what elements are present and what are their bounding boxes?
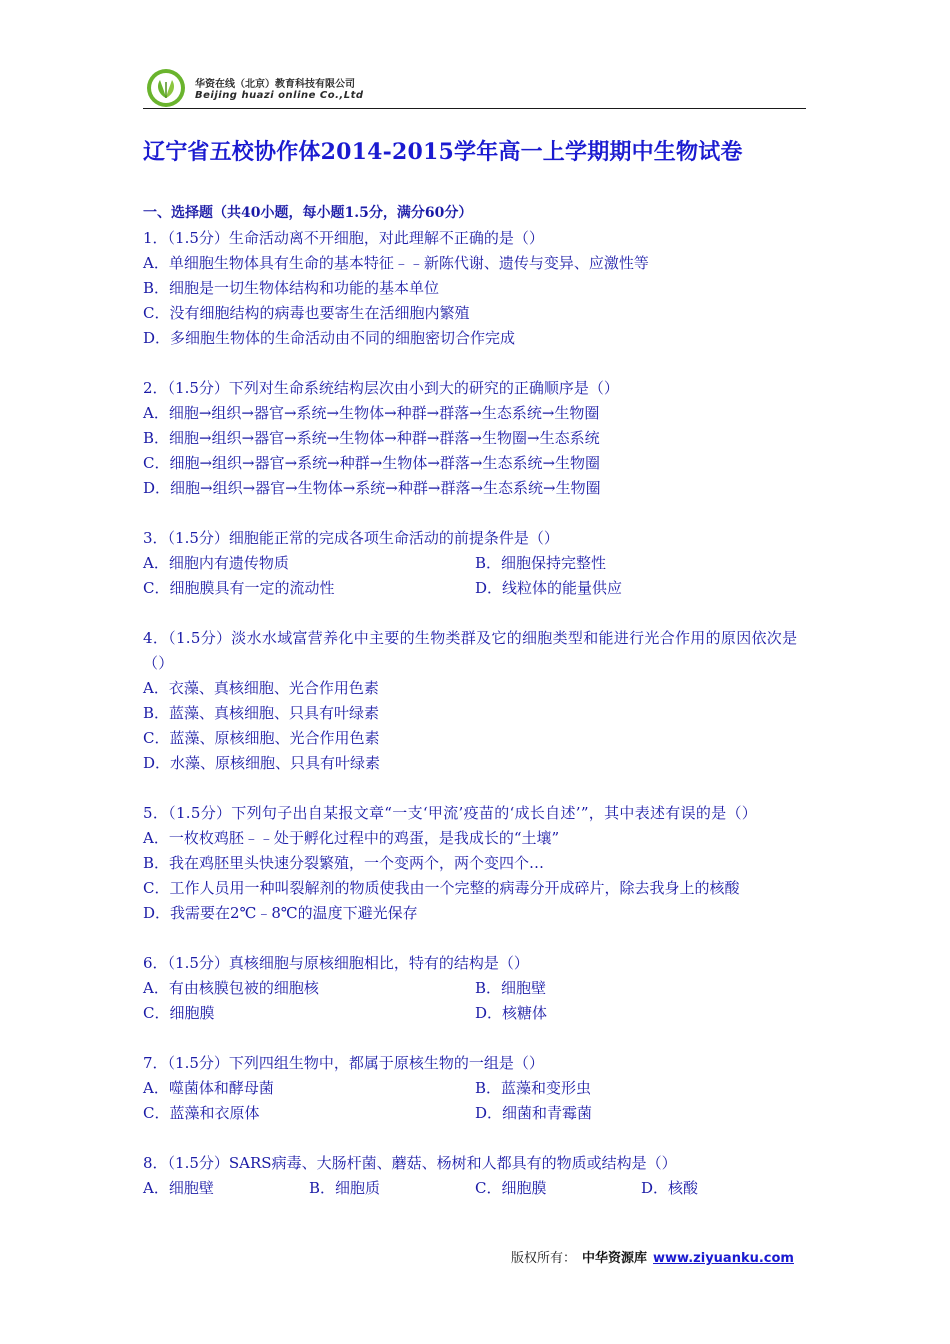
question-8 <box>143 1151 811 1201</box>
option-b: B．细胞壁 <box>475 979 547 997</box>
option-d: D．细胞→组织→器官→生物体→系统→种群→群落→生态系统→生物圈 <box>143 479 601 497</box>
option-b: B．细胞质 <box>309 1179 381 1197</box>
section-heading: 一、选择题（共40小题，每小题1.5分，满分60分） <box>143 205 473 221</box>
option-b: B．细胞保持完整性 <box>475 554 607 572</box>
option-b: B．我在鸡胚里头快速分裂繁殖，一个变两个，两个变四个… <box>143 854 545 872</box>
question-stem: 1．（1.5分）生命活动离不开细胞，对此理解不正确的是（） <box>143 229 544 247</box>
option-c: C．蓝藻、原核细胞、光合作用色素 <box>143 729 380 747</box>
exam-title: 辽宁省五校协作体2014-2015学年高一上学期期中生物试卷 <box>143 139 743 165</box>
option-row <box>143 1176 811 1201</box>
option-d: D．细菌和青霉菌 <box>475 1104 593 1122</box>
option-d: D．线粒体的能量供应 <box>475 579 623 597</box>
page-footer <box>511 1247 794 1266</box>
question-2 <box>143 376 811 501</box>
question-6 <box>143 951 811 1026</box>
option-a: A．细胞→组织→器官→系统→生物体→种群→群落→生态系统→生物圈 <box>143 404 600 422</box>
option-c: C．没有细胞结构的病毒也要寄生在活细胞内繁殖 <box>143 304 470 322</box>
option-row <box>143 976 811 1001</box>
option-d: D．我需要在2℃﹣8℃的温度下避光保存 <box>143 904 418 922</box>
option-c: C．工作人员用一种叫裂解剂的物质使我由一个完整的病毒分开成碎片，除去我身上的核酸 <box>143 879 740 897</box>
option-a: A．细胞壁 <box>143 1179 214 1197</box>
question-7 <box>143 1051 811 1126</box>
question-stem: 8．（1.5分）SARS病毒、大肠杆菌、蘑菇、杨树和人都具有的物质或结构是（） <box>143 1154 677 1172</box>
question-stem: 5．（1.5分）下列句子出自某报文章“一支‘甲流’疫苗的‘成长自述’”，其中表述有误的是（） <box>143 804 758 822</box>
question-1 <box>143 226 811 351</box>
option-b: B．蓝藻和变形虫 <box>475 1079 592 1097</box>
option-row <box>143 576 811 601</box>
option-d: D．核酸 <box>641 1179 699 1197</box>
option-a: A．单细胞生物体具有生命的基本特征﹣﹣新陈代谢、遗传与变异、应激性等 <box>143 254 649 272</box>
option-c: C．细胞膜 <box>475 1179 547 1197</box>
option-b: B．细胞是一切生物体结构和功能的基本单位 <box>143 279 440 297</box>
question-5 <box>143 801 811 926</box>
option-c: C．蓝藻和衣原体 <box>143 1104 260 1122</box>
question-stem: 4．（1.5分）淡水水域富营养化中主要的生物类群及它的细胞类型和能进行光合作用的原因依次是（） <box>143 629 798 672</box>
option-d: D．核糖体 <box>475 1004 548 1022</box>
header-divider <box>143 108 806 109</box>
exam-content <box>143 201 811 1226</box>
option-c: C．细胞膜具有一定的流动性 <box>143 579 335 597</box>
option-row <box>143 1001 811 1026</box>
option-row <box>143 551 811 576</box>
question-4 <box>143 626 811 776</box>
option-b: B．细胞→组织→器官→系统→生物体→种群→群落→生物圈→生态系统 <box>143 429 600 447</box>
question-3 <box>143 526 811 601</box>
question-stem: 7．（1.5分）下列四组生物中，都属于原核生物的一组是（） <box>143 1054 544 1072</box>
option-d: D．水藻、原核细胞、只具有叶绿素 <box>143 754 381 772</box>
company-logo <box>146 68 186 108</box>
option-a: A．衣藻、真核细胞、光合作用色素 <box>143 679 379 697</box>
website-link[interactable]: www.ziyuanku.com <box>653 1251 794 1266</box>
brand-name: 中华资源库 <box>582 1251 648 1266</box>
option-a: A．噬菌体和酵母菌 <box>143 1079 274 1097</box>
question-stem: 2．（1.5分）下列对生命系统结构层次由小到大的研究的正确顺序是（） <box>143 379 619 397</box>
option-d: D．多细胞生物体的生命活动由不同的细胞密切合作完成 <box>143 329 516 347</box>
option-row <box>143 1101 811 1126</box>
option-a: A．有由核膜包被的细胞核 <box>143 979 319 997</box>
option-row <box>143 1076 811 1101</box>
page-header <box>143 66 806 110</box>
option-a: A．细胞内有遗传物质 <box>143 554 289 572</box>
question-stem: 6．（1.5分）真核细胞与原核细胞相比，特有的结构是（） <box>143 954 529 972</box>
option-a: A．一枚枚鸡胚﹣﹣处于孵化过程中的鸡蛋，是我成长的“土壤” <box>143 829 560 847</box>
company-name-en: Beijing huazi online Co.,Ltd <box>195 90 364 101</box>
option-c: C．细胞膜 <box>143 1004 215 1022</box>
option-b: B．蓝藻、真核细胞、只具有叶绿素 <box>143 704 380 722</box>
company-name-cn: 华资在线（北京）教育科技有限公司 <box>195 79 355 90</box>
option-c: C．细胞→组织→器官→系统→种群→生物体→群落→生态系统→生物圈 <box>143 454 601 472</box>
copyright-label: 版权所有： <box>511 1251 577 1266</box>
question-stem: 3．（1.5分）细胞能正常的完成各项生命活动的前提条件是（） <box>143 529 559 547</box>
